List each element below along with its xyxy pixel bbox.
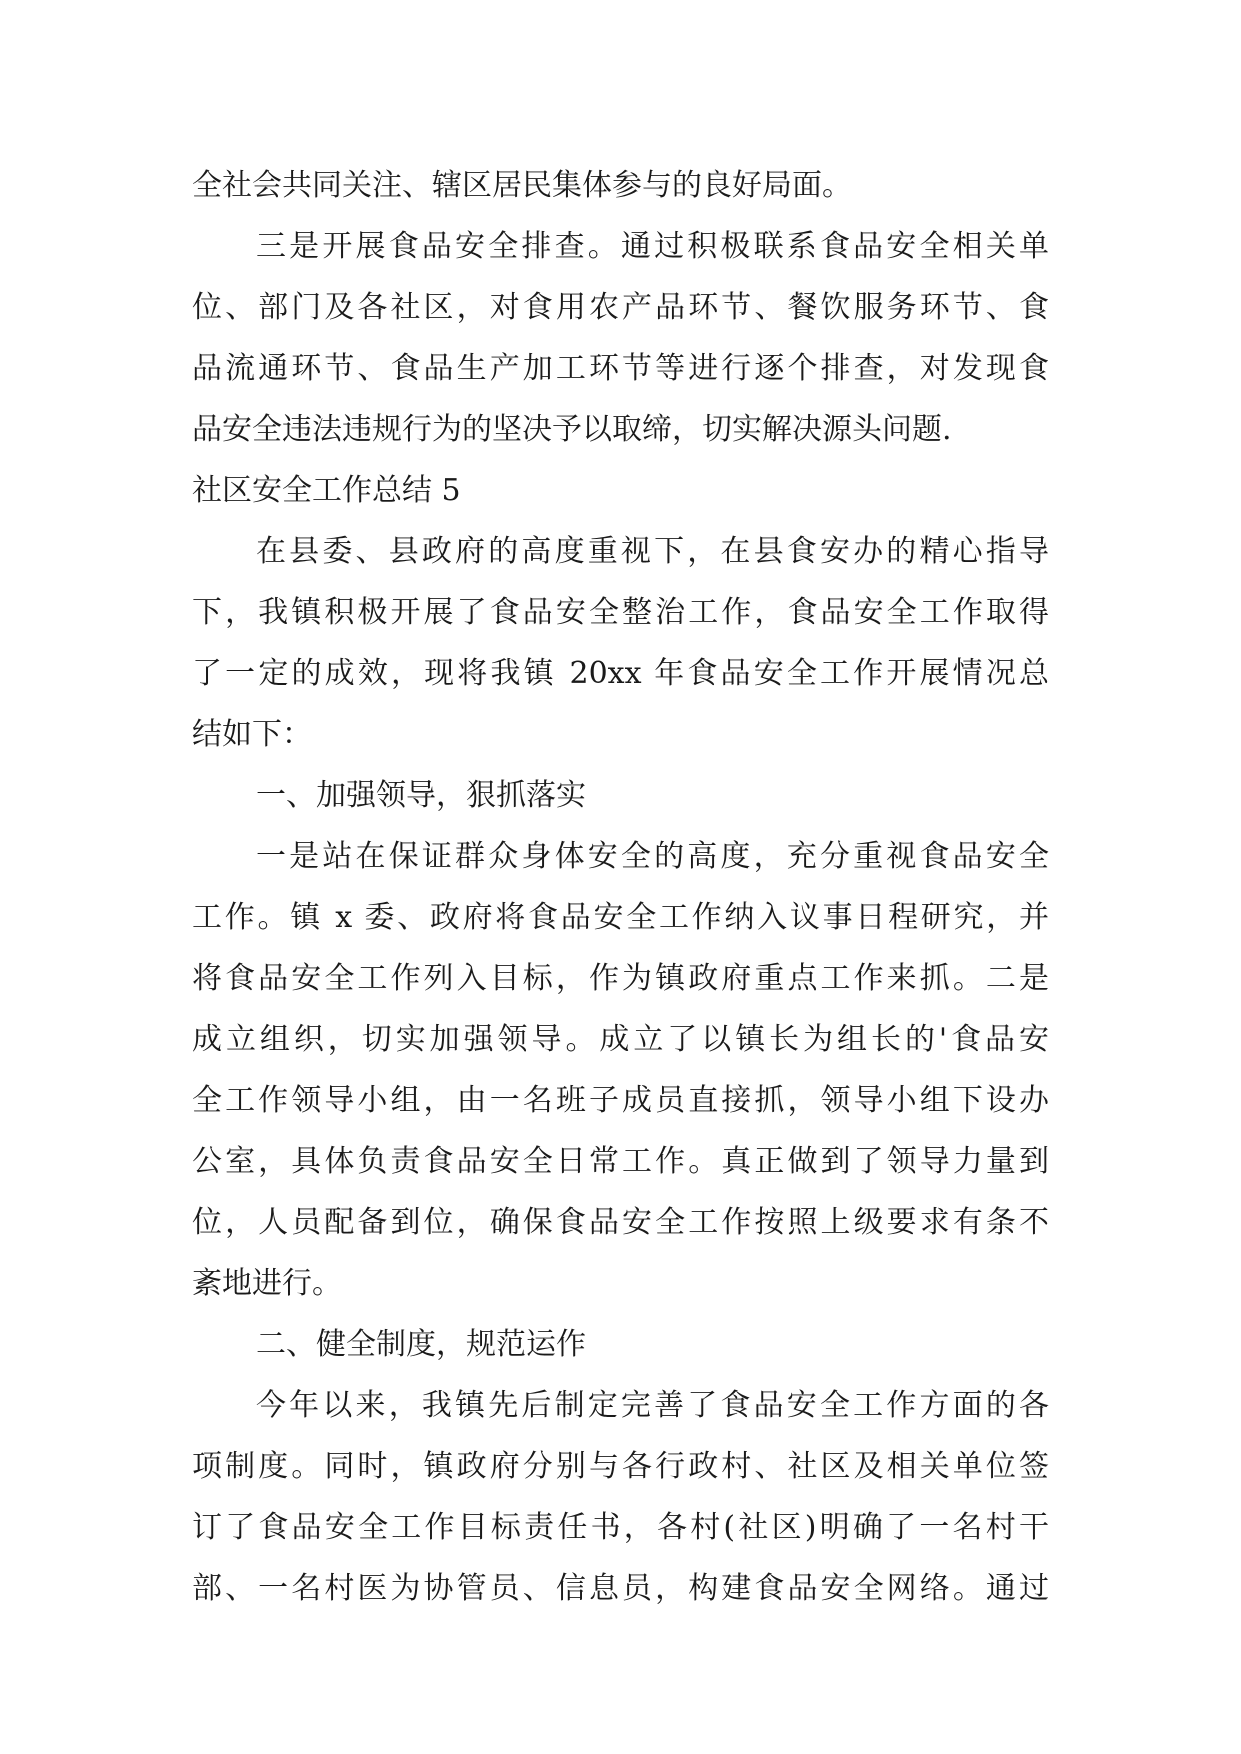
text-line: 结如下： — [192, 717, 312, 752]
text-line: 部、一名村医为协管员、信息员，构建食品安全网络。通过 — [192, 1571, 1049, 1606]
text-line: 位，人员配备到位，确保食品安全工作按照上级要求有条不 — [192, 1205, 1049, 1240]
text-line: 了一定的成效，现将我镇 20xx 年食品安全工作开展情况总 — [192, 656, 1049, 691]
subheading: 一、加强领导，狠抓落实 — [256, 778, 586, 813]
text-line: 项制度。同时，镇政府分别与各行政村、社区及相关单位签 — [192, 1449, 1049, 1484]
text-line: 全社会共同关注、辖区居民集体参与的良好局面。 — [192, 168, 852, 203]
paragraph-start-line: 三是开展食品安全排查。通过积极联系食品安全相关单 — [256, 229, 1049, 264]
paragraph-start-line: 今年以来，我镇先后制定完善了食品安全工作方面的各 — [256, 1388, 1049, 1423]
paragraph-start-line: 一是站在保证群众身体安全的高度，充分重视食品安全 — [256, 839, 1049, 874]
text-line: 成立组织，切实加强领导。成立了以镇长为组长的'食品安 — [192, 1022, 1049, 1057]
text-line: 品安全违法违规行为的坚决予以取缔，切实解决源头问题. — [192, 412, 952, 447]
text-line: 品流通环节、食品生产加工环节等进行逐个排查，对发现食 — [192, 351, 1049, 386]
text-line: 位、部门及各社区，对食用农产品环节、餐饮服务环节、食 — [192, 290, 1049, 325]
text-line: 紊地进行。 — [192, 1266, 342, 1301]
text-line: 全工作领导小组，由一名班子成员直接抓，领导小组下设办 — [192, 1083, 1049, 1118]
section-heading: 社区安全工作总结 5 — [192, 473, 461, 508]
text-line: 工作。镇 x 委、政府将食品安全工作纳入议事日程研究，并 — [192, 900, 1049, 935]
text-line: 订了食品安全工作目标责任书，各村(社区)明确了一名村干 — [192, 1510, 1049, 1545]
subheading: 二、健全制度，规范运作 — [256, 1327, 586, 1362]
text-line: 公室，具体负责食品安全日常工作。真正做到了领导力量到 — [192, 1144, 1049, 1179]
text-line: 将食品安全工作列入目标，作为镇政府重点工作来抓。二是 — [192, 961, 1049, 996]
paragraph-start-line: 在县委、县政府的高度重视下，在县食安办的精心指导 — [256, 534, 1049, 569]
text-line: 下，我镇积极开展了食品安全整治工作，食品安全工作取得 — [192, 595, 1049, 630]
